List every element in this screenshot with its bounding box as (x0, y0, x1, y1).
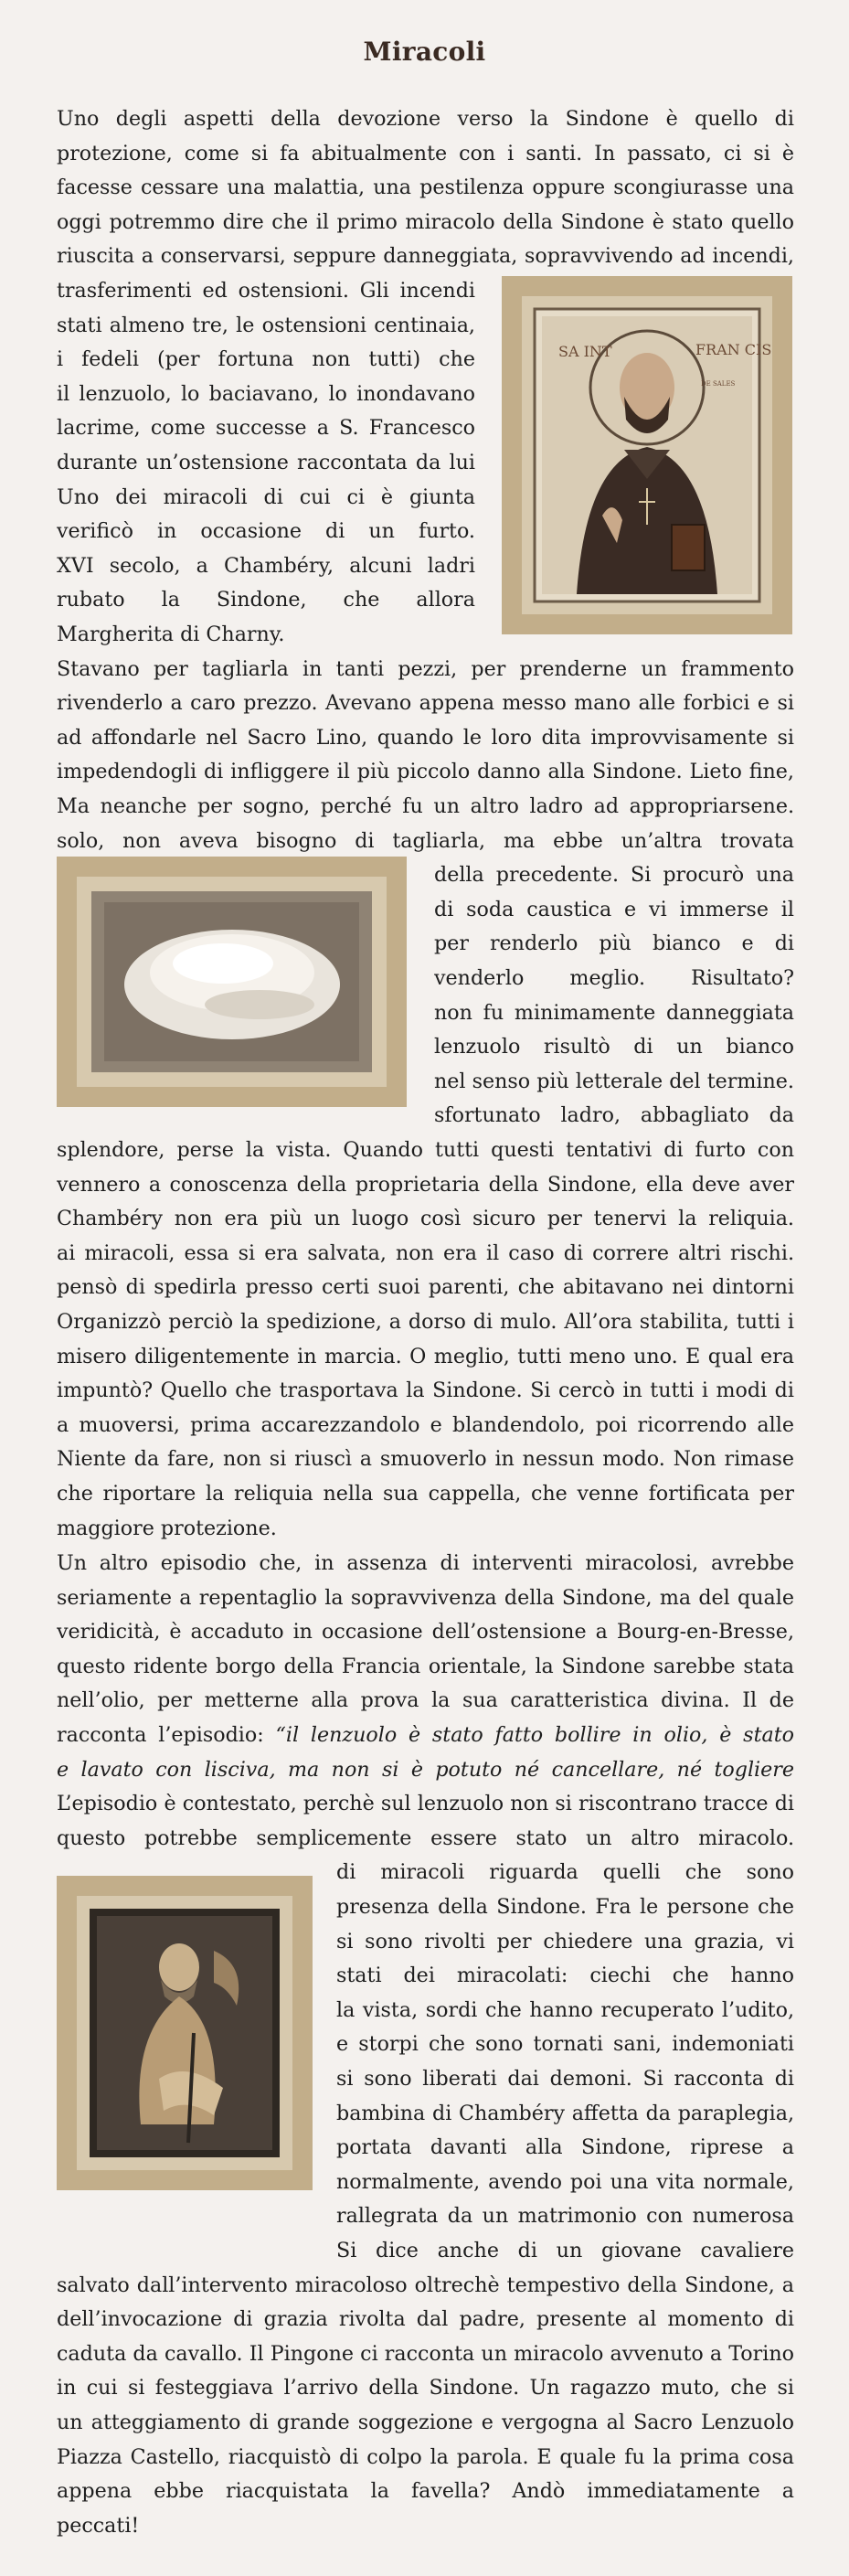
text-line: venderlo meglio. Risultato? (434, 966, 794, 990)
text-line: e lavato con lisciva, ma non si è potuto né cancellare, né togliere (57, 1757, 794, 1782)
text-line: Chambéry non era più un luogo così sicuro per tenervi la reliquia. (57, 1207, 794, 1231)
text-line: che riportare la reliquia nella sua cappella, che venne fortificata per (57, 1482, 794, 1506)
text-line: si sono rivolti per chiedere una grazia, vi (336, 1929, 794, 1953)
text-line: normalmente, avendo poi una vita normale, (336, 2169, 794, 2194)
text-line: il lenzuolo, lo baciavano, lo inondavano (57, 381, 475, 406)
text-line: Un altro episodio che, in assenza di interventi miracolosi, avrebbe (57, 1551, 794, 1575)
text-line: nel senso più letterale del termine. (434, 1069, 794, 1093)
text-line: sfortunato ladro, abbagliato da (434, 1103, 794, 1128)
text-line: di miracoli riguarda quelli che sono (336, 1860, 794, 1885)
text-line: riuscita a conservarsi, seppure danneggiata, sopravvivendo ad incendi, (57, 244, 794, 269)
text-line: rallegrata da un matrimonio con numerosa (336, 2204, 794, 2229)
inscription-small: DE SALES (701, 380, 736, 388)
text-line: oggi potremmo dire che il primo miracolo della Sindone è stato quello (57, 209, 794, 234)
text-line: portata davanti alla Sindone, riprese a (336, 2135, 794, 2160)
text-line: racconta l’episodio: “il lenzuolo è stato fatto bollire in olio, è stato (57, 1723, 794, 1747)
text-line: veridicità, è accaduto in occasione dell’ostensione a Bourg-en-Bresse, (57, 1620, 794, 1645)
text-line: stati almeno tre, le ostensioni centinaia, (57, 313, 475, 337)
statue-image (57, 1876, 313, 2190)
text-line: questo potrebbe semplicemente essere stato un altro miracolo. (57, 1826, 794, 1850)
text-line: di soda caustica e vi immerse il (434, 897, 794, 921)
text-line: stati dei miracolati: ciechi che hanno (336, 1964, 794, 1988)
text-line: dell’invocazione di grazia rivolta dal padre, presente al momento di (57, 2307, 794, 2332)
text-line: misero diligentemente in marcia. O meglio, tutti meno uno. E qual era (57, 1344, 794, 1368)
text-line: protezione, come si fa abitualmente con i santi. In passato, ci si è (57, 141, 794, 165)
text-line: non fu minimamente danneggiata (434, 1000, 794, 1025)
text-line: lenzuolo risultò di un bianco (434, 1035, 794, 1059)
text-line: Niente da fare, non si riuscì a smuoverlo in nessun modo. Non rimase (57, 1447, 794, 1472)
text-line: per renderlo più bianco e di (434, 931, 794, 956)
text-line: solo, non aveva bisogno di tagliarla, ma ebbe un’altra trovata (57, 828, 794, 853)
text-line: splendore, perse la vista. Quando tutti questi tentativi di furto con (57, 1138, 794, 1162)
inscription-left: SA INT (558, 343, 612, 360)
text-line: Margherita di Charny. (57, 623, 285, 646)
text-line: impuntò? Quello che trasportava la Sindone. Si cercò in tutti i modi di (57, 1378, 794, 1403)
text-line: della precedente. Si procurò una (434, 863, 794, 888)
text-line: durante un’ostensione raccontata da lui (57, 451, 475, 474)
healed-cripple-statue-image (77, 1896, 292, 2170)
text-line: Uno degli aspetti della devozione verso la Sindone è quello di (57, 107, 794, 131)
text-line: questo ridente borgo della Francia orientale, la Sindone sarebbe stata (57, 1654, 794, 1678)
text-line: rubato la Sindone, che allora (57, 588, 475, 612)
text-line: nell’olio, per metterne alla prova la sua caratteristica divina. Il de (57, 1688, 794, 1713)
caustic-soda-powder-image (77, 877, 387, 1087)
text-line: Si dice anche di un giovane cavaliere (336, 2239, 794, 2262)
text-line: facesse cessare una malattia, una pestilenza oppure scongiurasse una (57, 176, 794, 200)
text-line: salvato dall’intervento miracoloso oltrechè tempestivo della Sindone, a (57, 2273, 794, 2297)
text-line: ai miracoli, essa si era salvata, non era il caso di correre altri rischi. (57, 1240, 794, 1265)
text-line: un atteggiamento di grande soggezione e vergogna al Sacro Lenzuolo (57, 2411, 794, 2434)
text-line: appena ebbe riacquistata la favella? Andò immediatamente a (57, 2479, 794, 2504)
text-line: Stavano per tagliarla in tanti pezzi, per prenderne un frammento (57, 656, 794, 681)
text-line: peccati! (57, 2513, 140, 2538)
text-line: rivenderlo a caro prezzo. Avevano appena messo mano alle forbici e si (57, 691, 794, 716)
text-line: e storpi che sono tornati sani, indemoniati (336, 2032, 794, 2057)
text-line: si sono liberati dai demoni. Si racconta di (336, 2067, 794, 2091)
text-line: trasferimenti ed ostensioni. Gli incendi (57, 279, 475, 303)
text-line: pensò di spedirla presso certi suoi parenti, che abitavano nei dintorni (57, 1275, 794, 1300)
text-line: la vista, sordi che hanno recuperato l’udito, (336, 1997, 794, 2022)
text-line: bambina di Chambéry affetta da paraplegia, (336, 2101, 794, 2125)
text-line: Organizzò perciò la spedizione, a dorso di mulo. All’ora stabilita, tutti i (57, 1310, 794, 1334)
text-line: verificò in occasione di un furto. (57, 519, 475, 544)
text-line: Ma neanche per sogno, perché fu un altro ladro ad appropriarsene. (57, 794, 794, 818)
text-line: ad affondarle nel Sacro Lino, quando le loro dita improvvisamente si (57, 725, 794, 750)
text-line: L’episodio è contestato, perchè sul lenzuolo non si riscontrano tracce di (57, 1792, 794, 1816)
text-line: presenza della Sindone. Fra le persone che (336, 1895, 794, 1919)
saint-francis-portrait (502, 276, 792, 634)
text-line: maggiore protezione. (57, 1516, 277, 1540)
text-line: lacrime, come successe a S. Francesco (57, 416, 475, 441)
text-line: i fedeli (per fortuna non tutti) che (57, 347, 475, 372)
inscription-right: FRAN CIS (695, 341, 772, 358)
text-line: caduta da cavallo. Il Pingone ci racconta un miracolo avvenuto a Torino (57, 2341, 794, 2366)
text-line: Uno dei miracoli di cui ci è giunta (57, 484, 475, 509)
page-title: Miracoli (363, 37, 486, 67)
text-line: XVI secolo, a Chambéry, alcuni ladri (57, 553, 475, 578)
text-line: vennero a conoscenza della proprietaria della Sindone, ella deve aver (57, 1172, 794, 1197)
caustic-soda-image (57, 857, 407, 1107)
text-line: Piazza Castello, riacquistò di colpo la parola. E quale fu la prima cosa (57, 2444, 794, 2469)
text-line: in cui si festeggiava l’arrivo della Sindone. Un ragazzo muto, che si (57, 2376, 794, 2400)
text-line: impedendogli di infliggere il più piccolo danno alla Sindone. Lieto fine, (57, 760, 794, 784)
saint-francis-de-sales-icon (522, 296, 772, 614)
text-line: seriamente a repentaglio la sopravvivenza della Sindone, ma del quale (57, 1585, 794, 1610)
text-line: a muoversi, prima accarezzandolo e blandendolo, poi ricorrendo alle (57, 1412, 794, 1437)
